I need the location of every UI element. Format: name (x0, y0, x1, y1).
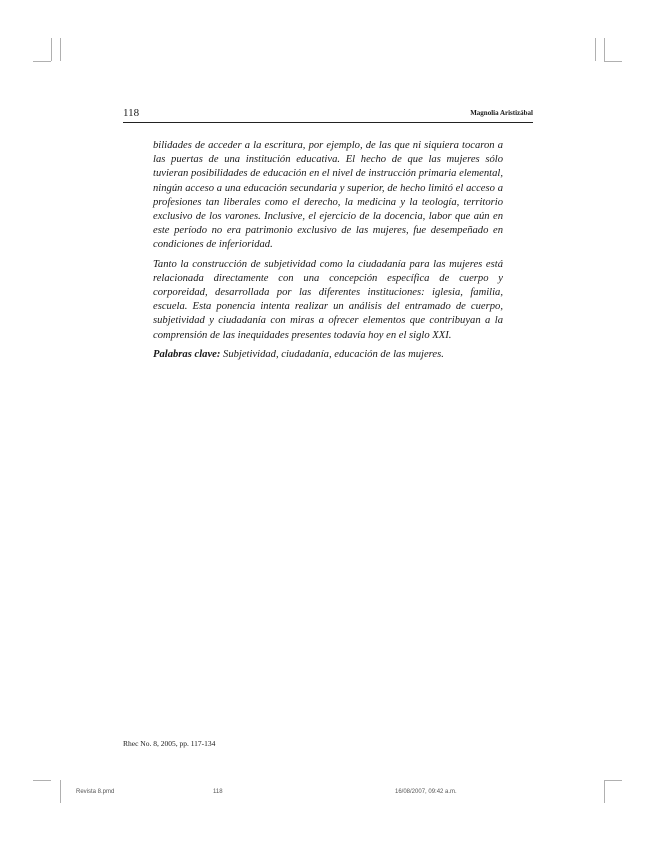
crop-mark (60, 780, 61, 803)
footer-citation: Rhec No. 8, 2005, pp. 117-134 (123, 739, 216, 748)
crop-mark (51, 38, 52, 61)
keywords-label: Palabras clave: (153, 348, 221, 360)
slug-page: 118 (213, 789, 223, 795)
slug-file: Revista 8.pmd (76, 789, 115, 795)
keywords (153, 348, 503, 362)
crop-mark (595, 38, 596, 61)
header-rule (123, 122, 533, 123)
crop-mark (604, 780, 622, 781)
body-text (153, 139, 503, 367)
crop-mark (604, 780, 605, 803)
crop-mark (60, 38, 61, 61)
crop-mark (604, 61, 622, 62)
paragraph: Tanto la construcción de subjetividad como la ciudadanía para las mujeres está relacionada directamente con una concepción específica de cuerpo y corporeidad, desarrollada por las diferentes instituciones: iglesia, familia, escuela. Esta ponencia intenta realizar un análisis del entramado de cuerpo, subjetividad y ciudadanía con miras a ofrecer elementos que contribuyan a la comprensión de las inequidades presentes todavía hoy en el siglo XXI. (153, 258, 503, 341)
crop-mark (33, 780, 51, 781)
page-number: 118 (123, 107, 140, 119)
paragraph: bilidades de acceder a la escritura, por ejemplo, de las que ni siquiera tocaron a las puertas de una institución educativa. El hecho de que las mujeres sólo tuvieran posibilidades de educación en el nivel de instrucción primaria elemental, ningún acceso a una educación secundaria y superior, de hecho limitó el acceso a profesiones tan liberales como el derecho, la medicina y la teología, territorio exclusivo de los varones. Inclusive, el ejercicio de la docencia, labor que aún en este período no era patrimonio exclusivo de las mujeres, fue desempeñado en condiciones de inferioridad. (153, 140, 503, 251)
crop-mark (33, 61, 51, 62)
running-head: Magnolia Aristizábal (470, 109, 533, 117)
keywords-text: Subjetividad, ciudadanía, educación de las mujeres. (220, 348, 444, 360)
slug-datetime: 16/08/2007, 09:42 a.m. (395, 789, 457, 795)
crop-mark (604, 38, 605, 61)
